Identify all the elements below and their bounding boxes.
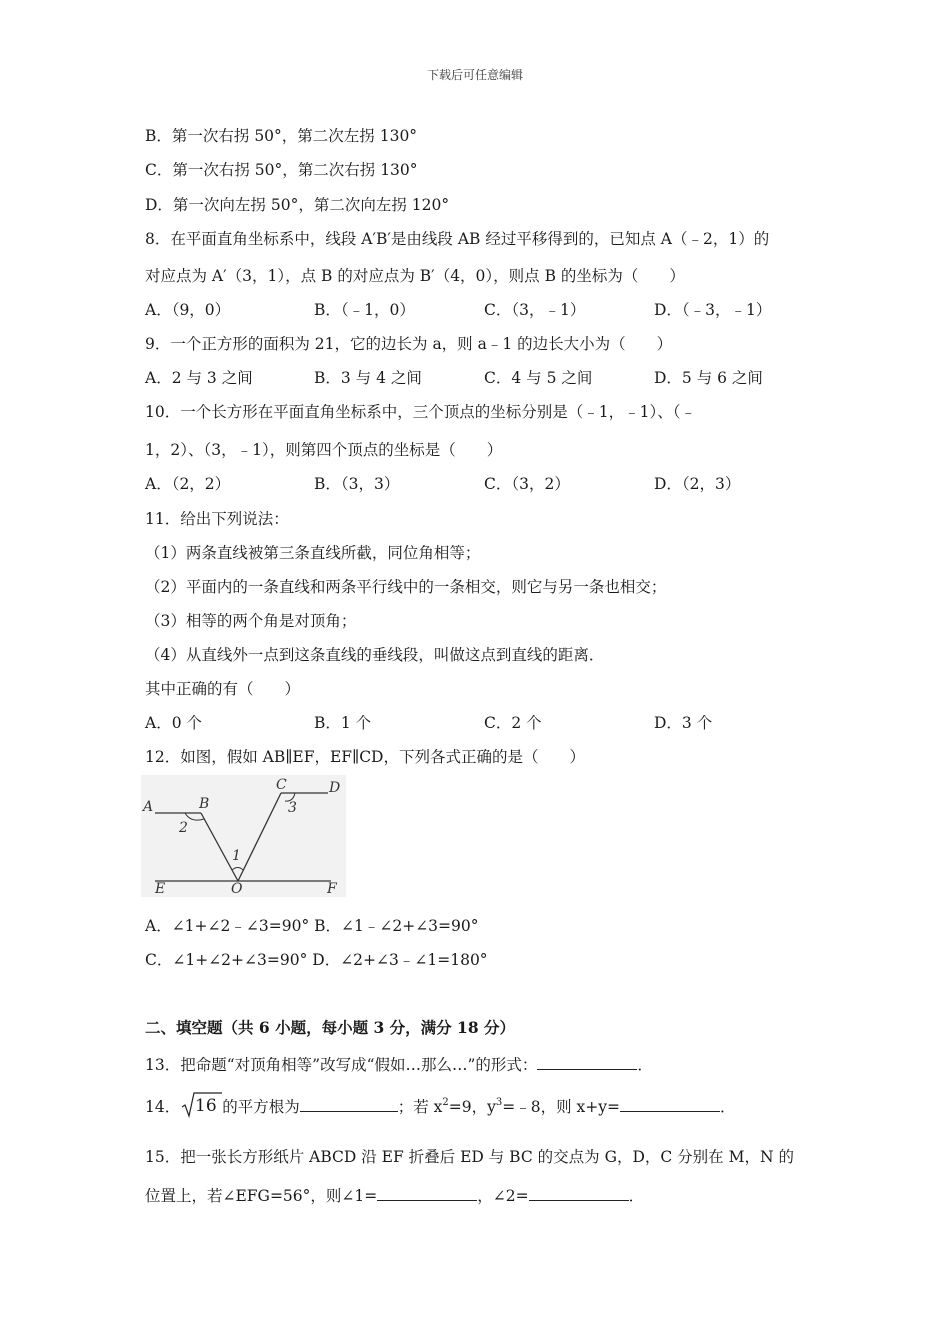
sqrt-16 (180, 1090, 222, 1118)
angle-1-arc (232, 868, 243, 871)
q9-option-d: D．5 与 6 之间 (654, 369, 763, 387)
q10-option-b: B．（3，3） (314, 475, 400, 493)
q8-option-a: A．（9，0） (145, 301, 231, 319)
q11-statement-4: （4）从直线外一点到这条直线的垂线段，叫做这点到直线的距离． (145, 646, 605, 664)
q14-text-3: =9，y (448, 1098, 496, 1116)
label-d: D (329, 780, 341, 796)
q8-stem-line1: 8．在平面直角坐标系中，线段 A′B′是由线段 AB 经过平移得到的，已知点 A（﹣2，1）的 (145, 230, 770, 248)
q10-option-d: D．（2，3） (654, 475, 741, 493)
q10-option-a: A．（2，2） (145, 475, 231, 493)
q11-ask: 其中正确的有（ ） (145, 680, 301, 698)
q14-number: 14． (145, 1098, 181, 1116)
q15-text-a: 位置上，若∠EFG=56°，则∠1= (145, 1187, 378, 1205)
q11-option-c: C．2 个 (484, 714, 542, 732)
q14-text-2: ；若 x (397, 1098, 443, 1116)
label-c: C (276, 777, 287, 793)
q8-option-d: D．（﹣3，﹣1） (654, 301, 772, 319)
q15-end: ． (628, 1187, 645, 1205)
q14-text-4: =﹣8，则 x+y= (502, 1098, 621, 1116)
q15-stem-line1: 15．把一张长方形纸片 ABCD 沿 EF 折叠后 ED 与 BC 的交点为 G，D，C 分别在 M，N 的 (145, 1148, 794, 1166)
q14-answer-blank-2 (620, 1095, 720, 1112)
q13-answer-blank (537, 1053, 637, 1070)
q11-statement-3: （3）相等的两个角是对顶角； (145, 612, 357, 630)
segment-bo (201, 813, 238, 881)
q8-option-b: B．（﹣1，0） (314, 301, 415, 319)
q11-statement-2: （2）平面内的一条直线和两条平行线中的一条相交，则它与另一条也相交； (145, 578, 667, 596)
label-angle-3: 3 (288, 800, 297, 816)
q13-line (145, 1053, 653, 1075)
q14-text-1: 的平方根为 (222, 1098, 300, 1116)
label-angle-2: 2 (179, 820, 188, 836)
q11-stem: 11．给出下列说法： (145, 510, 289, 528)
section-2-title: 二、填空题（共 6 小题，每小题 3 分，满分 18 分） (145, 1018, 516, 1037)
q7-option-c: C．第一次右拐 50°，第二次右拐 130° (145, 161, 418, 179)
q8-option-c: C．（3，﹣1） (484, 301, 586, 319)
q9-stem: 9．一个正方形的面积为 21，它的边长为 a，则 a﹣1 的边长大小为（ ） (145, 335, 673, 353)
q14-line (145, 1090, 736, 1122)
q14-answer-blank-1 (300, 1095, 398, 1112)
q8-stem-line2: 对应点为 A′（3，1），点 B 的对应点为 B′（4，0），则点 B 的坐标为（ ） (145, 267, 685, 285)
segment-oc (238, 793, 281, 881)
q15-text-b: ，∠2= (477, 1187, 529, 1205)
q13-text: 13．把命题“对顶角相等”改写成“假如…那么…”的形式： (145, 1056, 538, 1074)
q12-figure (141, 775, 346, 897)
q7-option-b: B．第一次右拐 50°，第二次左拐 130° (145, 127, 418, 145)
label-a: A (143, 799, 154, 815)
q7-option-d: D．第一次向左拐 50°，第二次向左拐 120° (145, 196, 450, 214)
q12-stem: 12．如图，假如 AB∥EF，EF∥CD，下列各式正确的是（ ） (145, 748, 585, 766)
radicand: 16 (195, 1096, 217, 1116)
label-b: B (199, 796, 210, 812)
q14-exponent-2: 2 (442, 1097, 449, 1108)
label-o: O (231, 881, 243, 897)
q11-option-d: D．3 个 (654, 714, 713, 732)
q15-answer-blank-2 (529, 1184, 629, 1201)
q14-end: ． (720, 1098, 736, 1116)
page-header: 下载后可任意编辑 (426, 68, 523, 82)
q11-option-b: B．1 个 (314, 714, 372, 732)
q12-options-ab: A．∠1+∠2﹣∠3=90° B．∠1﹣∠2+∠3=90° (145, 917, 479, 935)
q9-option-b: B．3 与 4 之间 (314, 369, 422, 387)
q15-line2 (145, 1184, 644, 1206)
q12-options-cd: C．∠1+∠2+∠3=90° D．∠2+∠3﹣∠1=180° (145, 951, 488, 969)
parallel-lines-diagram (141, 775, 346, 897)
label-f: F (327, 881, 337, 897)
q10-stem-line2: 1，2）、（3，﹣1），则第四个顶点的坐标是（ ） (145, 441, 503, 459)
q9-option-c: C．4 与 5 之间 (484, 369, 593, 387)
q14-exponent-3: 3 (495, 1097, 503, 1108)
q9-option-a: A．2 与 3 之间 (145, 369, 253, 387)
q11-option-a: A．0 个 (145, 714, 202, 732)
q10-stem-line1: 10．一个长方形在平面直角坐标系中，三个顶点的坐标分别是（﹣1，﹣1）、（﹣ (145, 403, 696, 421)
q10-option-c: C．（3，2） (484, 475, 570, 493)
q13-end: ． (637, 1056, 653, 1074)
q11-statement-1: （1）两条直线被第三条直线所截，同位角相等； (145, 544, 481, 562)
q15-answer-blank-1 (377, 1184, 477, 1201)
label-angle-1: 1 (232, 848, 241, 864)
radical-sign-icon (180, 1090, 222, 1118)
label-e: E (155, 881, 166, 897)
